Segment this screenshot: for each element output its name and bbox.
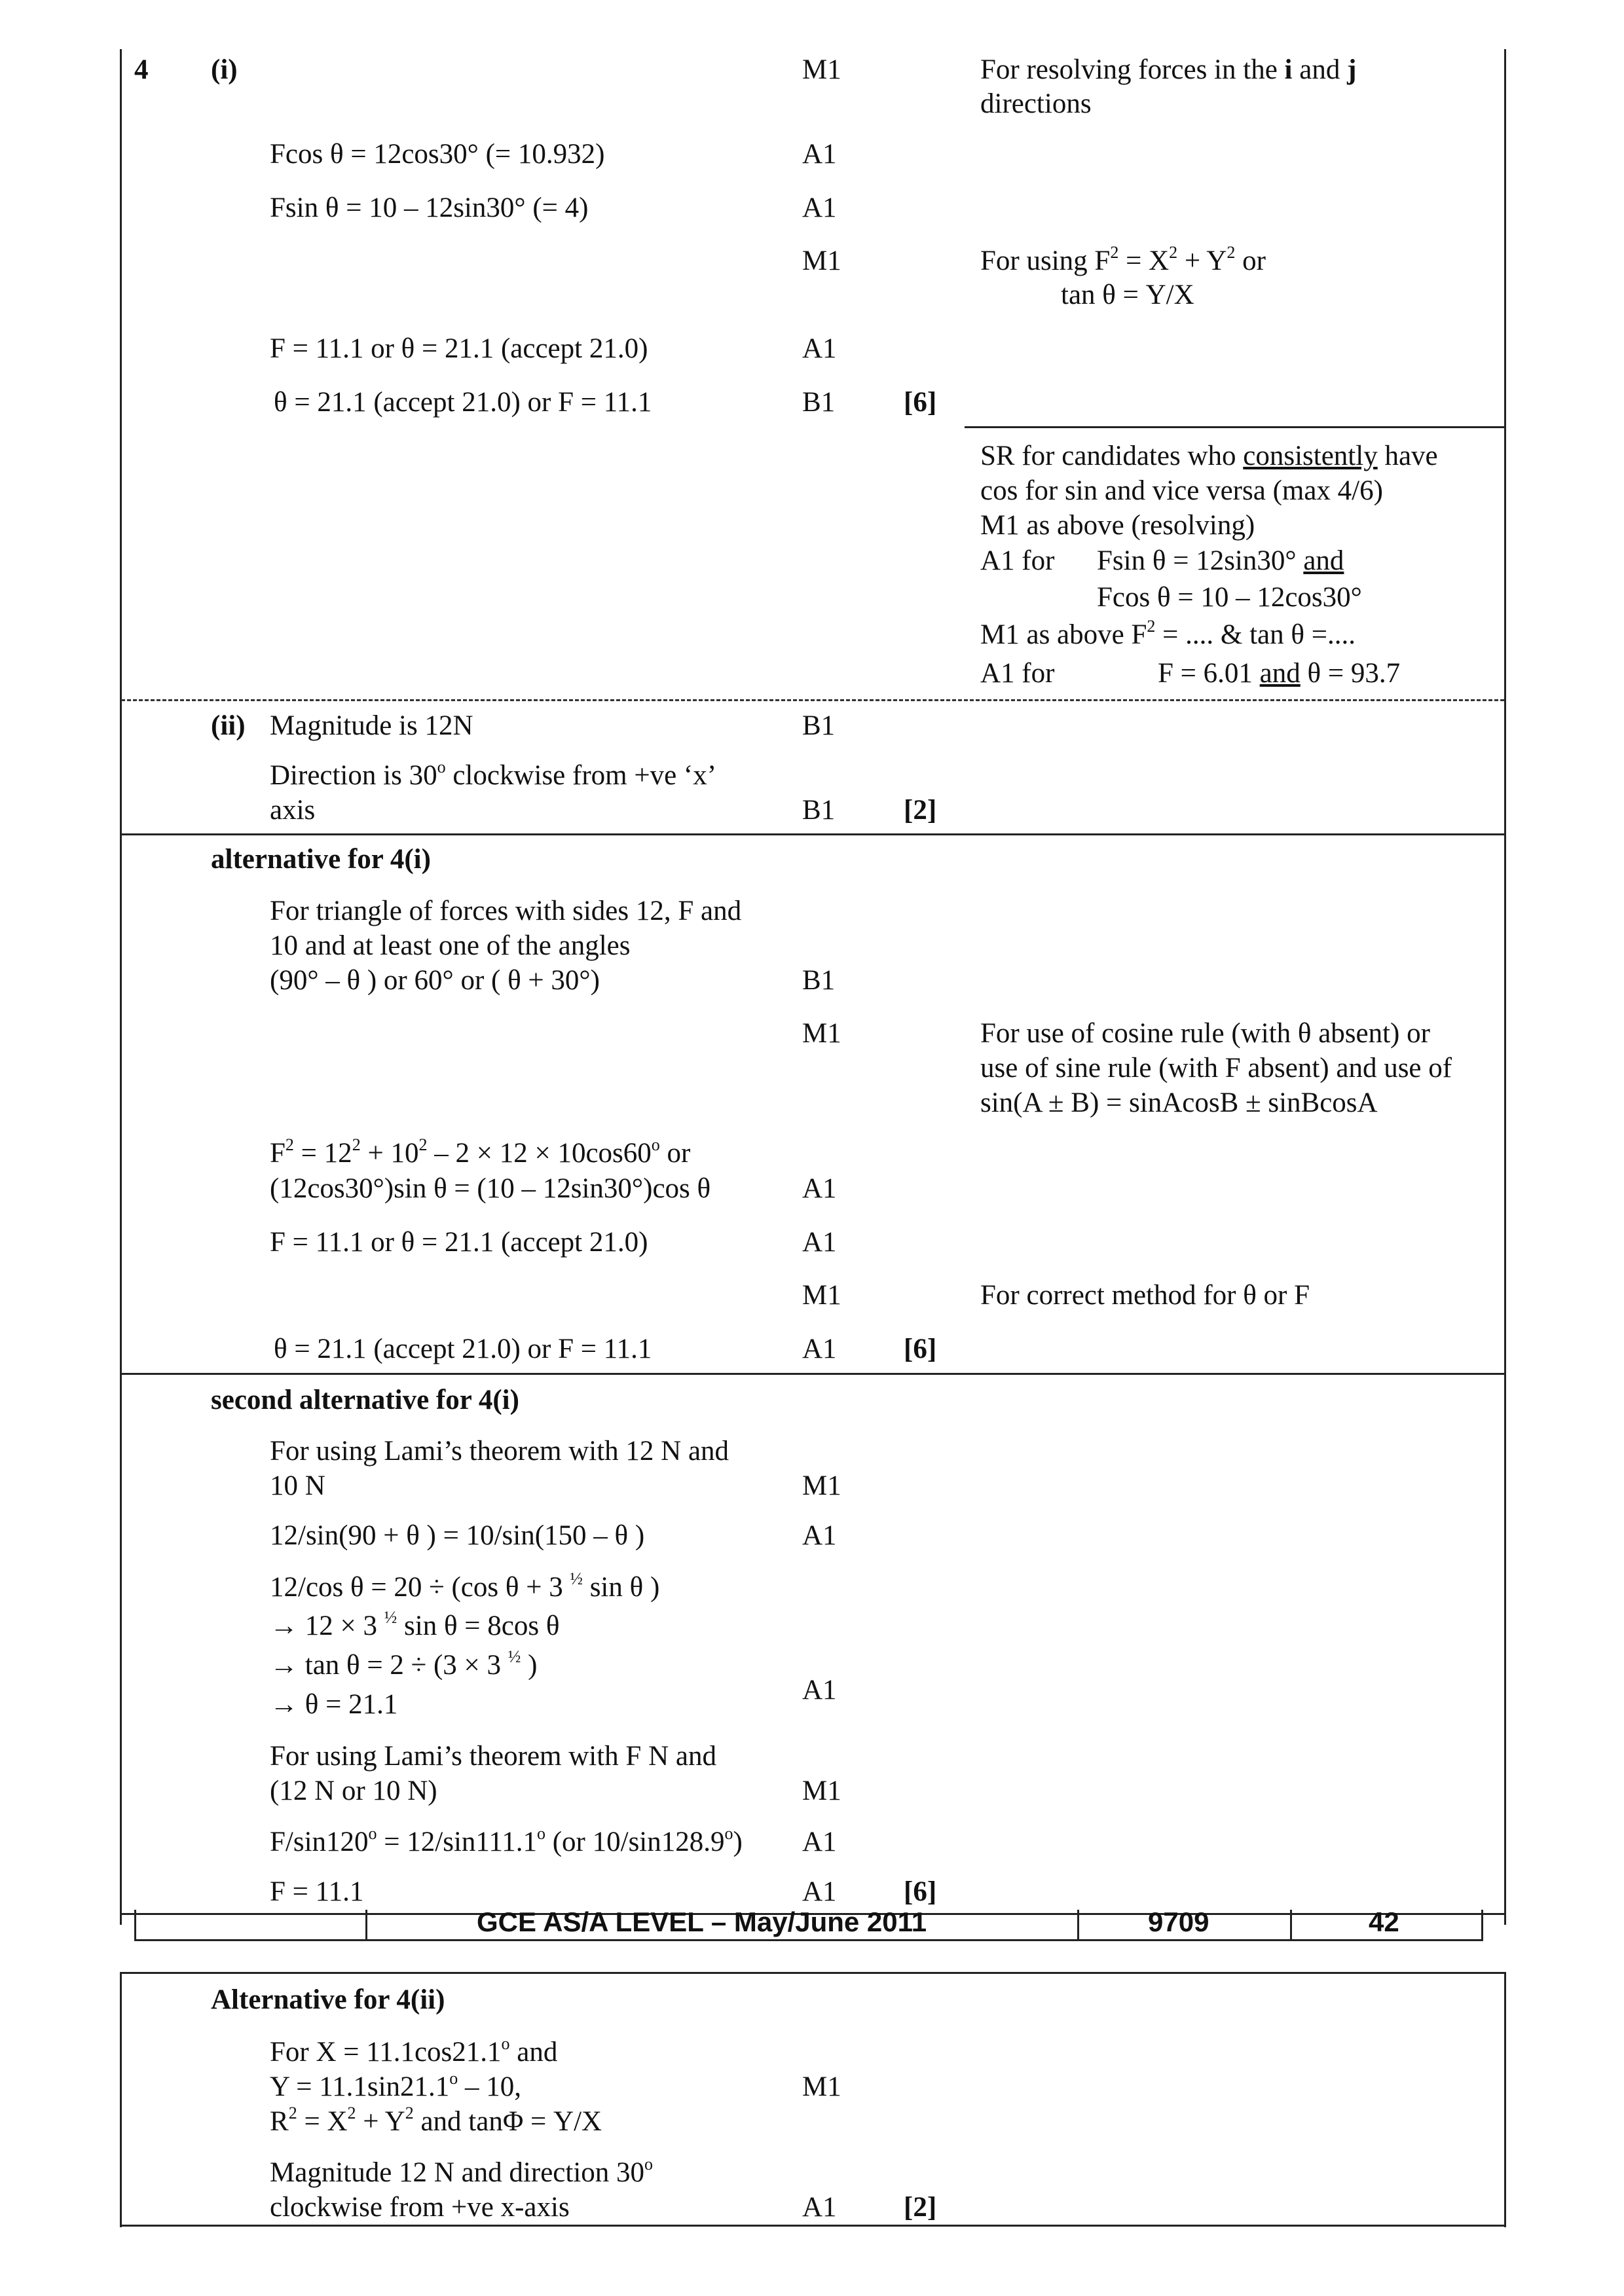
rule-top-second xyxy=(120,1972,1506,1974)
section-heading: Alternative for 4(ii) xyxy=(211,1984,445,2015)
working-line: For using Lami’s theorem with 12 N and xyxy=(270,1436,729,1467)
mark: A1 xyxy=(802,1334,837,1364)
mark: A1 xyxy=(802,1675,837,1705)
part-total: [6] xyxy=(904,1334,937,1364)
mark: M1 xyxy=(802,2071,841,2102)
working-line: axis xyxy=(270,795,316,826)
footer-table xyxy=(134,1906,1483,1941)
left-border-second xyxy=(120,1972,122,2227)
dashed-separator xyxy=(121,699,1504,701)
working-line: Fcos θ = 12cos30° (= 10.932) xyxy=(270,139,605,170)
working-line: Magnitude 12 N and direction 30$^o$ xyxy=(270,2155,654,2188)
mark: B1 xyxy=(802,387,836,418)
mark: B1 xyxy=(802,965,836,996)
special-ruling: cos for sin and vice versa (max 4/6) xyxy=(980,475,1383,506)
right-border-second xyxy=(1504,1972,1506,2227)
working-line: 12/sin(90 + θ ) = 10/sin(150 – θ ) xyxy=(270,1520,645,1551)
mark: B1 xyxy=(802,795,836,826)
rule-after-alt1 xyxy=(120,1373,1506,1375)
special-ruling: A1 for xyxy=(980,545,1055,576)
working-line: $F/\sin 120^o = 12/\sin 111.1^o$ (or 10/sin128.9$^o$) xyxy=(270,1824,743,1857)
working-line: For $X = 11.1\cos 21.1^o$ and xyxy=(270,2034,558,2068)
working-line: For triangle of forces with sides 12, F and xyxy=(270,896,742,926)
special-ruling: A1 for xyxy=(980,658,1055,689)
part-ii-label: (ii) xyxy=(211,710,246,741)
working-line: Magnitude is 12N xyxy=(270,710,473,741)
working-line: $R^2 = X^2 + Y^2$ and tanΦ = Y/X xyxy=(270,2104,602,2137)
working-line: θ = 21.1 (accept 21.0) or F = 11.1 xyxy=(274,387,652,418)
part-total: [2] xyxy=(904,2192,937,2223)
special-ruling: Fcos θ = 10 – 12cos30° xyxy=(1097,582,1362,613)
section-heading: second alternative for 4(i) xyxy=(211,1385,519,1415)
guidance-note: For correct method for θ or F xyxy=(980,1280,1310,1311)
right-border xyxy=(1504,49,1506,1925)
mark: M1 xyxy=(802,1018,841,1049)
special-ruling: M1 as above $F^2$ = .... & tan θ =.... xyxy=(980,617,1356,650)
left-border xyxy=(120,49,122,1925)
special-ruling: F = 6.01 and θ = 93.7 xyxy=(1158,658,1401,689)
mark: B1 xyxy=(802,710,836,741)
working-line: → 12 × 3 $^{\frac{1}{2}}$ sin θ = 8cos θ xyxy=(270,1608,560,1641)
mark: A1 xyxy=(802,1827,837,1857)
working-line: $Y = 11.1\sin 21.1^o - 10$, xyxy=(270,2069,522,2102)
sr-top-rule xyxy=(965,426,1505,428)
mark: M1 xyxy=(802,1280,841,1311)
mark: A1 xyxy=(802,1173,837,1204)
rule-after-ii xyxy=(120,833,1506,835)
working-line: → θ = 21.1 xyxy=(270,1689,398,1720)
working-line: clockwise from +ve x-axis xyxy=(270,2192,570,2223)
mark: A1 xyxy=(802,1876,837,1907)
part-total: [6] xyxy=(904,387,937,418)
part-total: [6] xyxy=(904,1876,937,1907)
footer-paper: 42 xyxy=(1369,1906,1399,1937)
working-line: Fsin θ = 10 – 12sin30° (= 4) xyxy=(270,192,589,223)
guidance-note: For use of cosine rule (with θ absent) or xyxy=(980,1018,1430,1049)
guidance-note: use of sine rule (with F absent) and use of xyxy=(980,1053,1452,1084)
mark: A1 xyxy=(802,1520,837,1551)
working-line: F = 11.1 xyxy=(270,1876,364,1907)
part-total: [2] xyxy=(904,795,937,826)
working-line: 10 N xyxy=(270,1470,325,1501)
working-line: (12cos30°)sin θ = (10 – 12sin30°)cos θ xyxy=(270,1173,711,1204)
footer-exam: GCE AS/A LEVEL – May/June 2011 xyxy=(477,1906,927,1937)
working-line: For using Lami’s theorem with F N and xyxy=(270,1741,716,1772)
mark: A1 xyxy=(802,1227,837,1258)
question-number: 4 xyxy=(134,54,149,85)
working-line: 10 and at least one of the angles xyxy=(270,930,631,961)
working-line: F = 11.1 or θ = 21.1 (accept 21.0) xyxy=(270,333,648,364)
guidance-note: sin(A ± B) = sinAcosB ± sinBcosA xyxy=(980,1087,1378,1118)
guidance-note: directions xyxy=(980,88,1092,119)
working-line: Direction is 30$^o$ clockwise from +ve ‘x’ xyxy=(270,757,717,791)
guidance-note: tan θ = Y/X xyxy=(1061,280,1194,310)
working-line: (12 N or 10 N) xyxy=(270,1776,437,1806)
working-line: F = 11.1 or θ = 21.1 (accept 21.0) xyxy=(270,1227,648,1258)
mark: M1 xyxy=(802,1776,841,1806)
mark: A1 xyxy=(802,2192,837,2223)
special-ruling: M1 as above (resolving) xyxy=(980,510,1255,541)
working-line: → tan θ = 2 ÷ (3 × 3 $^{\frac{1}{2}}$ ) xyxy=(270,1647,538,1681)
special-ruling: SR for candidates who consistently have xyxy=(980,441,1438,471)
mark: A1 xyxy=(802,192,837,223)
section-heading: alternative for 4(i) xyxy=(211,844,431,875)
mark: M1 xyxy=(802,54,841,85)
mark: A1 xyxy=(802,139,837,170)
working-line: (90° – θ ) or 60° or ( θ + 30°) xyxy=(270,965,600,996)
footer-syllabus: 9709 xyxy=(1148,1906,1209,1937)
working-line: 12/cos θ = 20 ÷ (cos θ + 3 $^{\frac{1}{2}}$ sin θ ) xyxy=(270,1569,660,1603)
mark: M1 xyxy=(802,1470,841,1501)
mark: M1 xyxy=(802,246,841,276)
guidance-note: For using $F^2 = X^2 + Y^2$ or xyxy=(980,243,1266,276)
working-line: θ = 21.1 (accept 21.0) or F = 11.1 xyxy=(274,1334,652,1364)
part-i-label: (i) xyxy=(211,54,238,85)
mark: A1 xyxy=(802,333,837,364)
special-ruling: Fsin θ = 12sin30° and xyxy=(1097,545,1344,576)
guidance-note: For resolving forces in the i and j xyxy=(980,54,1357,85)
working-line: $F^2 = 12^2 + 10^2 - 2 \times 12 \times 10\cos 60^o$ or xyxy=(270,1135,691,1169)
